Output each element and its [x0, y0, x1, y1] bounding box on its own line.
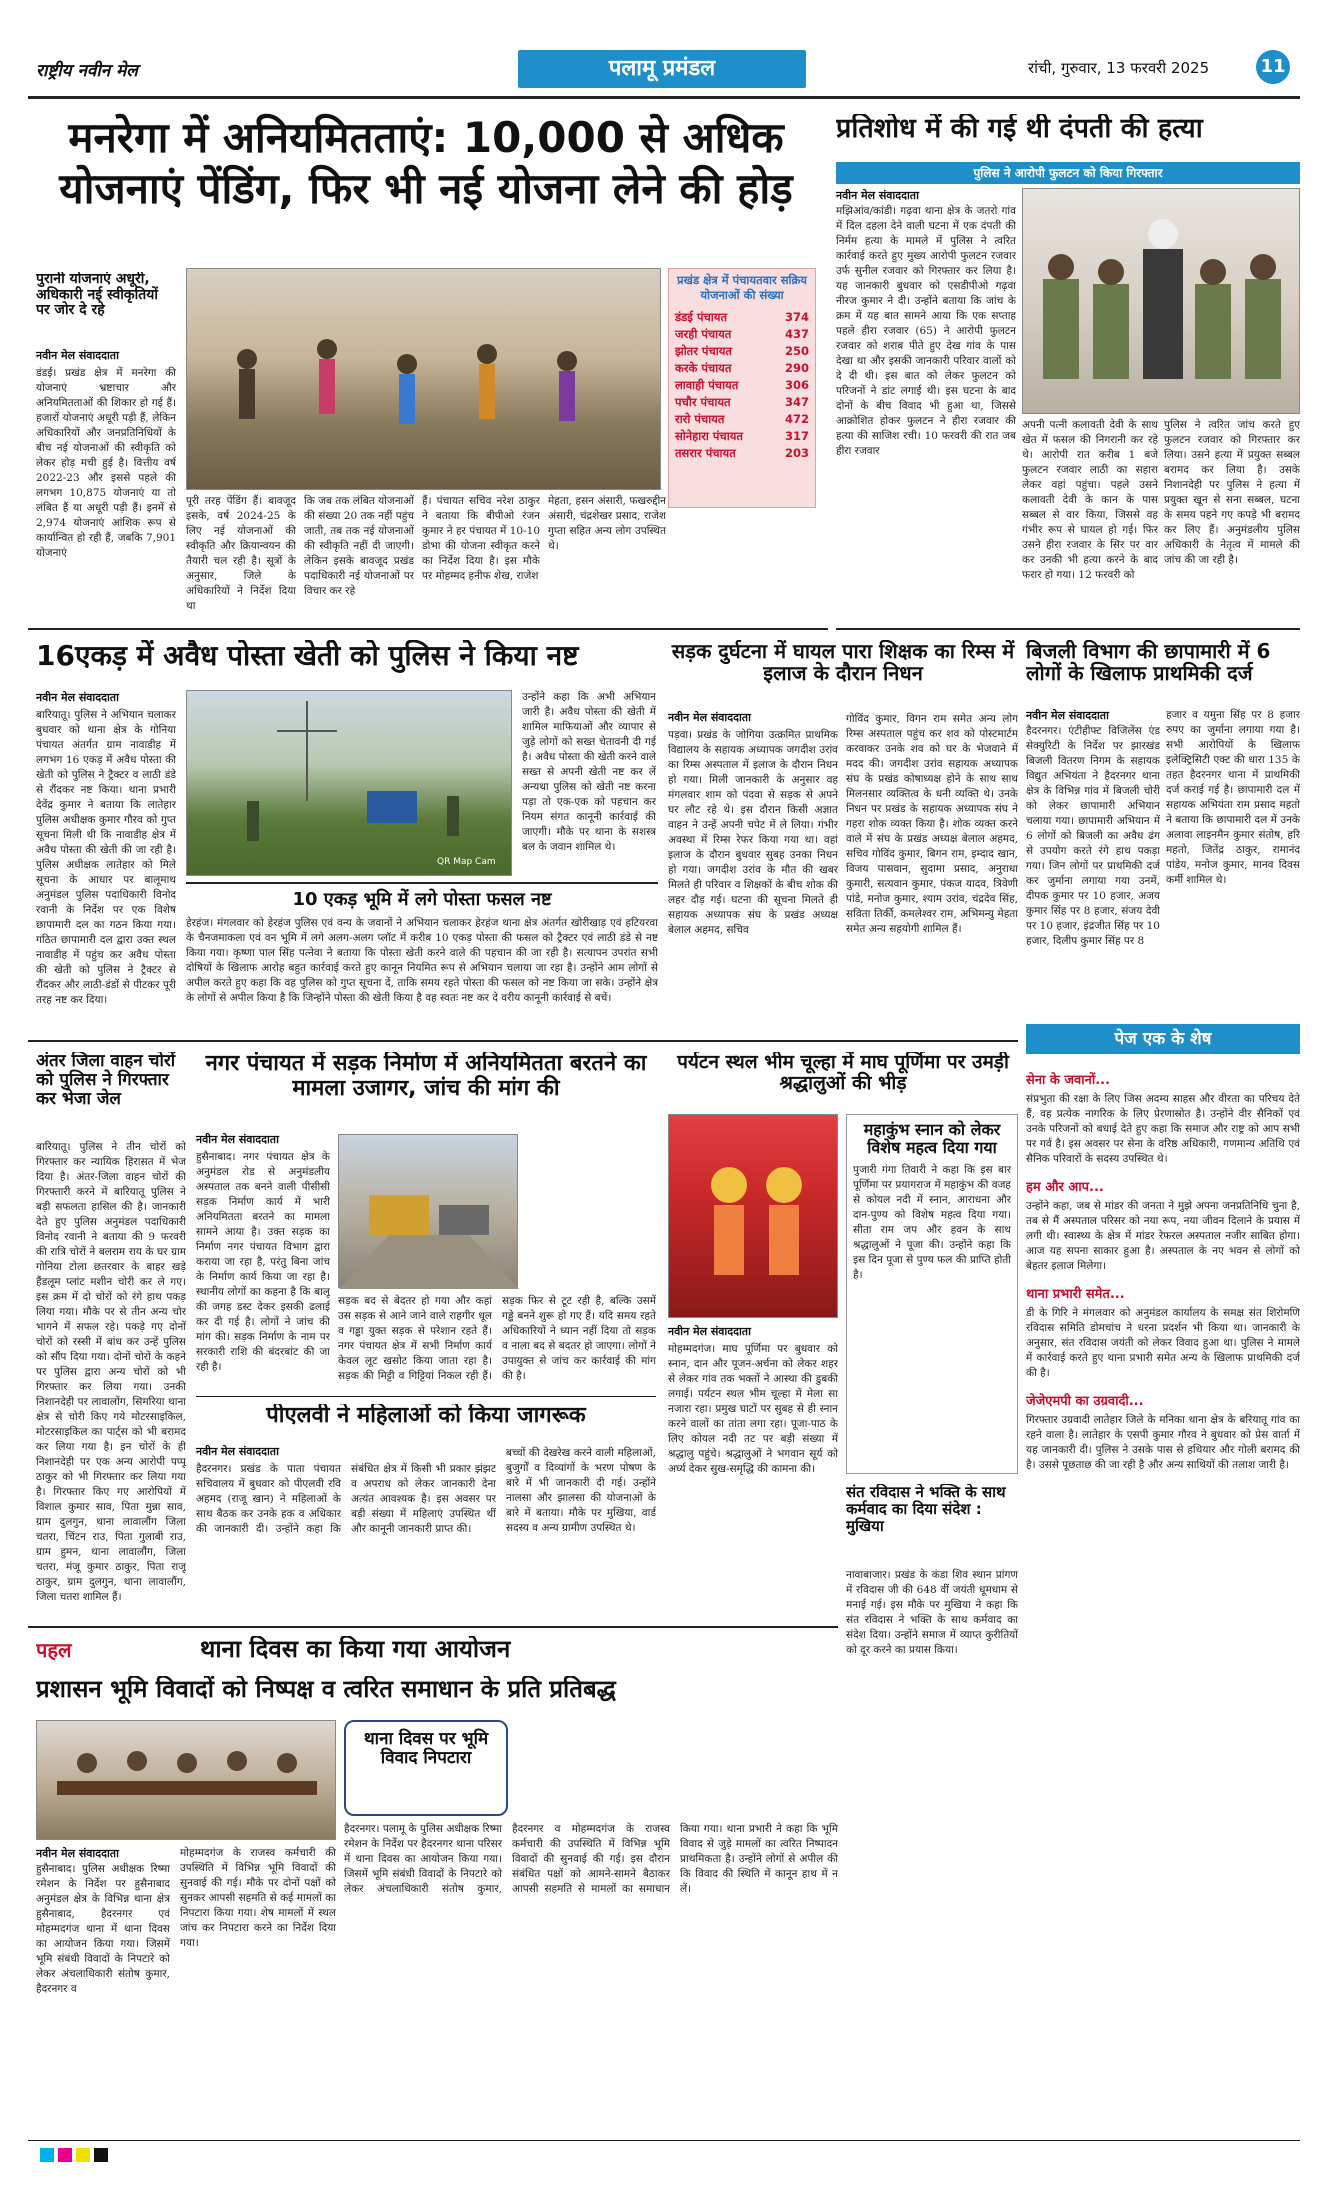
- poppy-byline: नवीन मेल संवाददाता: [36, 691, 119, 704]
- road-bottom-rule: [196, 1396, 656, 1397]
- masthead: [28, 44, 1300, 96]
- electric-body: हैदरनगर। एंटीहीफ्ट विजिलेंस एंड सेक्युरिटी के निर्देश पर झारखंड बिजली वितरण निगम के सहायक विद्युत अभियंता ने हैदरनगर थाना क्षेत्र के विभिन्न गांव में बिजली चोरी को लेकर छापामारी अभियान चलाया गया। छापामारी अभियान में 6 लोगों को बिजली का अवैध ढंग से उपयोग करते रंगे हाथ पकड़ा गया। जिन लोगों पर प्राथमिकी दर्ज कर जुर्माना लगाया गया उनमें, दीपक कुमार पर 10 हजार, अजय कुमार सिंह पर 8 हजार, संजय देवी पर 10 हजार, इंद्रजीत सिंह पर 10 हजार, दिलीप कुमार सिंह पर 8: [1026, 725, 1160, 947]
- page-one-item-title: थाना प्रभारी समेत...: [1026, 1287, 1125, 1302]
- page-one-item-body: उन्होंने कहा, जब से मांडर की जनता ने मुझे अपना जनप्रतिनिधि चुना है, तब से मैं अस्पताल परिसर को नया रूप, नया जीवन दिलाने के प्रयास में लगी थी। स्वास्थ्य के क्षेत्र में मांडर रेफरल अस्पताल नजीर साबित होगा। आज यह सपना साकार हुआ है। अस्पताल के नए भवन से लोगों को बेहतर इलाज मिलेगा।: [1026, 1200, 1300, 1272]
- accident-headline: सड़क दुर्घटना में घायल पारा शिक्षक का रिम्स में इलाज के दौरान निधन: [671, 640, 1015, 686]
- masthead-logo: राष्ट्रीय नवीन मेल: [36, 61, 138, 81]
- lead-body: डंडई। प्रखंड क्षेत्र में मनरेगा की योजनाएं भ्रष्टाचार और अनियमितताओं की शिकार हो गई हैं। हजारों योजनाएं अधूरी पड़ी हैं, लेकिन अधिकारियों और जनप्रतिनिधियों के बीच नई योजनाओं की स्वीकृति को लेकर होड़ मची हुई है। वित्तीय वर्ष 2022-23 और इससे पहले की लगभग 10,875 योजनाएं या तो लंबित हैं या अधूरी पड़ी हैं। इनमें से 2,974 योजनाएं आंशिक रूप से कार्यान्वित हो रही हैं, जबकि 7,901 योजनाएं: [36, 367, 176, 559]
- thana-sub: प्रशासन भूमि विवादों को निष्पक्ष व त्वरित समाधान के प्रति प्रतिबद्ध: [36, 1676, 616, 1703]
- panchayat-value: 437: [784, 327, 809, 341]
- panchayat-name: रारो पंचायत: [675, 412, 725, 426]
- panchayat-row: [675, 326, 809, 343]
- murder-kicker-band: [836, 162, 1300, 184]
- pcpndt-headline: पीएलवी ने महिलाओं को किया जागरूक: [266, 1404, 586, 1428]
- panchayat-value: 317: [784, 429, 809, 443]
- electric-byline: नवीन मेल संवाददाता: [1026, 709, 1109, 722]
- poppy-photo: [186, 690, 512, 876]
- panchayat-value: 347: [784, 395, 809, 409]
- poppy-body: बारियातू। पुलिस ने अभियान चलाकर बुधवार को थाना क्षेत्र के गोनिया पंचायत अंतर्गत ग्राम नावाडीह में लगभग 16 एकड़ में अवैध पोस्ता की खेती को पुलिस ने ट्रैक्टर व लाठी डंडे से रौंदकर नष्ट किया। थाना प्रभारी देवेंद्र कुमार ने बताया कि लातेहार पुलिस अधीक्षक कुमार गौरव को गुप्त सूचना मिली थी कि नावाडीह क्षेत्र में अवैध पोस्ता की खेती की जा रही है। पुलिस अधीक्षक लातेहार को मिले सूचना के आधार पर बालूमाथ अनुमंडल पुलिस पदाधिकारी विनोद रवानी के निर्देश पर एक विशेष छापामारी दल का गठन किया गया। गठित छापामारी दल द्वारा उक्त स्थल नावाडीह में पहुंच कर अवैध पोस्ता की खेती को पुलिस ने ट्रैक्टर से रौंदकर और लाठी-डंडों से पीटकर पूरी तरह नष्ट कर दिया।: [36, 709, 176, 1006]
- photo-tag: QR Map Cam: [437, 857, 496, 867]
- murder-body-3: पुलिस ने त्वरित जांच करते हुए फुलटन रजवार को गिरफ्तार कर लिया। उसने हत्या में प्रयुक्त सब्बल बरामद कर लिया है। उसके निशानदेही पर पुलिस ने हत्या में प्रयुक्त खून से सना सब्बल, घटना के समय पहने गए कपड़े भी बरामद कर लिए हैं। अनुमंडलीय पुलिस अधिकारी के नेतृत्व में मामले की जांच की जा रही है।: [1164, 419, 1300, 566]
- registration-marks: [40, 2148, 1290, 2162]
- vehicle-headline: अंतर जिला वाहन चोरों को पुलिस ने गिरफ्तार कर भेजा जेल: [36, 1052, 176, 1110]
- lead-bottom-rule: [28, 628, 828, 630]
- murder-byline: नवीन मेल संवाददाता: [836, 189, 919, 202]
- murder-body-2: अपनी पत्नी कलावती देवी के साथ खेत में फसल की निगरानी कर रहे थे। आरोपी रात करीब 1 बजे फुलटन रजवार लाठी का सहारा लेकर वहां पहुंचा। पहले उसने कलावती देवी के कान के पास सब्बल से वार किया, जिससे वह गंभीर रूप से घायल हो गई। फिर उसने हीरा रजवार के सिर पर वार कर उनकी भी हत्या करने के बाद फरार हो गया। 12 फरवरी को: [1022, 419, 1158, 581]
- panchayat-value: 306: [784, 378, 809, 392]
- mahakumbh-box: [846, 1114, 1018, 1474]
- ravidas-body: नावाबाजार। प्रखंड के कंडा शिव स्थान प्रांगण में रविदास जी की 648 वीं जयंती धूमधाम से मनाई गई। इस मौके पर मुखिया ने कहा कि संत रविदास ने भक्ति के साथ कर्मवाद का संदेश दिया। उन्होंने समाज में व्याप्त कुरीतियों को दूर करने का प्रयास किया।: [846, 1569, 1018, 1656]
- road-byline: नवीन मेल संवाददाता: [196, 1133, 279, 1146]
- ravidas-headline: संत रविदास ने भक्ति के साथ कर्मवाद का दिया संदेश : मुखिया: [846, 1484, 1006, 1535]
- panchayat-name: पचौर पंचायत: [675, 395, 731, 409]
- accident-byline: नवीन मेल संवाददाता: [668, 711, 751, 724]
- poppy-body-2: उन्होंने कहा कि अभी अभियान जारी है। अवैध पोस्ता की खेती में शामिल माफियाओं और व्यापार से जुड़े लोगों को सख्त चेतावनी दी गई है। अवैध पोस्ता की खेती करने वाले सख्त से अपनी खेती नष्ट कर लें अन्यथा पुलिस को खेती नष्ट करना पड़ा तो एक-एक को पहचान कर नियम संगत कानूनी कार्रवाई की जाएगी। मौके पर थाना के सशस्त्र बल के जवान शामिल थे।: [522, 691, 656, 853]
- thana-photo: [36, 1720, 336, 1840]
- electric-headline: बिजली विभाग की छापामारी में 6 लोगों के खिलाफ प्राथमिकी दर्ज: [1026, 640, 1271, 686]
- pcpndt-body: हैदरनगर। प्रखंड के पाता पंचायत सचिवालय में बुधवार को पीएलवी रवि अहमद (राजू खान) ने महिलाओं के साथ बैठक कर उनके हक व अधिकार की जानकारी दी। उन्होंने कहा कि संबंधित क्षेत्र में किसी भी प्रकार झंझट व अपराध को लेकर जानकारी देना अत्यंत आवश्यक है। इस अवसर पर बड़ी संख्या में महिलाएं उपस्थित थीं और कानूनी जानकारी प्राप्त की।: [196, 1463, 496, 1535]
- deity-illustration: [669, 1115, 839, 1319]
- road-headline: नगर पंचायत में सड़क निर्माण में अनियमितता बरतने का मामला उजागर, जांच की मांग की: [205, 1052, 647, 1101]
- tourism-photo: [668, 1114, 838, 1318]
- field-illustration: [187, 691, 513, 877]
- panchayat-row: [675, 377, 809, 394]
- lead-body-2: पूरी तरह पेंडिंग हैं। बावजूद इसके, वर्ष 2024-25 के लिए नई योजनाओं की स्वीकृति और क्रियान्वयन की तैयारी चल रही है। सूत्रों के अनुसार, जिले के अधिकारियों ने निर्देश दिया था: [186, 495, 296, 612]
- page-one-item-title: हम और आप...: [1026, 1180, 1104, 1195]
- page-one-item-title: सेना के जवानों...: [1026, 1073, 1111, 1088]
- panchayat-name: करके पंचायत: [675, 361, 732, 375]
- panchayat-row: [675, 394, 809, 411]
- panchayat-row: [675, 343, 809, 360]
- page-one-item-body: संप्रभुता की रक्षा के लिए जिस अदम्य साहस और वीरता का परिचय देते हैं, वह प्रत्येक नागरिक के लिए प्रेरणास्रोत है। उन्होंने वीर सैनिकों एवं उनके परिजनों को बधाई देते हुए कहा कि समाज और राष्ट्र को आप सभी पर गर्व है। इस अवसर पर सेना के वरिष्ठ अधिकारी, गणमान्य अतिथि एवं सैनिक परिवारों के सदस्य उपस्थित थे।: [1026, 1093, 1300, 1165]
- panchayat-name: सोनेहारा पंचायत: [675, 429, 743, 443]
- panchayat-name: लावाही पंचायत: [675, 378, 739, 392]
- page-one-list: [1026, 1060, 1300, 2130]
- panchayat-row: [675, 360, 809, 377]
- panchayat-row: [675, 428, 809, 445]
- page-one-item-body: गिरफ्तार उग्रवादी लातेहार जिले के मनिका थाना क्षेत्र के बरियातू गांव का रहने वाला है। लातेहार के एसपी कुमार गौरव ने बुधवार को प्रेस वार्ता में यह जानकारी दी। पुलिस ने उसके पास से हथियार और गोली बरामद की है। उससे पूछताछ की जा रही है और अन्य साथियों की तलाश जारी है।: [1026, 1414, 1300, 1471]
- tourism-body: मोहम्मदगंज। माघ पूर्णिमा पर बुधवार को स्नान, दान और पूजन-अर्चना को लेकर शहर से लेकर गांव तक भक्तों ने आस्था की डुबकी लगाई। पर्यटन स्थल भीम चूल्हा में मेला सा नजारा रहा। प्रमुख घाटों पर सुबह से ही स्नान करने वालों का तांता लगा रहा। पूजा-पाठ के लिए कोयल नदी तट पर बड़ी संख्या में श्रद्धालु पहुंचे। श्रद्धालुओं ने भगवान सूर्य को अर्घ्य देकर सुख-समृद्धि की कामना की।: [668, 1343, 838, 1475]
- thana-box-title: थाना दिवस पर भूमि विवाद निपटारा: [363, 1729, 489, 1769]
- masthead-rule: [28, 96, 1300, 99]
- pcpndt-byline: नवीन मेल संवाददाता: [196, 1445, 279, 1458]
- murder-headline: प्रतिशोध में की गई थी दंपती की हत्या: [836, 114, 1203, 144]
- section-title: पलामू प्रमंडल: [608, 56, 716, 81]
- murder-photo: [1022, 188, 1300, 414]
- poppy-headline: 16एकड़ में अवैध पोस्ता खेती को पुलिस ने किया नष्ट: [36, 640, 579, 672]
- pcpndt-body-2: बच्चों की देखरेख करने वाली महिलाओं, बुजुर्गों व दिव्यांगों के भरण पोषण के बारे में भी जानकारी दी गई। उन्होंने नालसा और झालसा की योजनाओं के बारे में बताया। मौके पर मुखिया, वार्ड सदस्य व अन्य ग्रामीण उपस्थित थे।: [506, 1447, 656, 1534]
- section-banner: [518, 50, 806, 88]
- accident-body: पड़वा। प्रखंड के जोगिया उत्क्रमित प्राथमिक विद्यालय के सहायक अध्यापक जगदीश उरांव का रिम्स अस्पताल में इलाज के दौरान निधन हो गया। मिली जानकारी के अनुसार वह मंगलवार शाम को पंदवा से सड़क से अपने घर लौट रहे थे। इस दौरान किसी अज्ञात वाहन ने उन्हें अपनी चपेट में ले लिया। गंभीर अवस्था में रिम्स रेफर किया गया था। वहां इलाज के दौरान बुधवार सुबह उनका निधन हो गया। जगदीश उरांव के मौत की खबर मिलते ही परिवार व शिक्षकों के बीच शोक की लहर दौड़ गई। घटना की सूचना मिलते ही सहायक अध्यापक संघ के प्रखंड अध्यक्ष बेलाल अहमद, सचिव: [668, 729, 838, 936]
- page-one-item-body: डी के गिरि ने मंगलवार को अनुमंडल कार्यालय के समक्ष संत शिरोमणि रविदास समिति डोमचांच ने धरना प्रदर्शन भी किया था। जानकारी के अनुसार, संत रविदास जयंती को लेकर विवाद हुआ था। पुलिस ने मामले में कार्रवाई करते हुए थाना प्रभारी समेत अन्य के खिलाफ प्राथमिकी दर्ज की है।: [1026, 1307, 1300, 1379]
- panchayat-list: [669, 307, 815, 464]
- page-one-item-title: जेजेएमपी का उग्रवादी...: [1026, 1394, 1144, 1409]
- mahakumbh-body: पुजारी गंगा तिवारी ने कहा कि इस बार पूर्णिमा पर प्रयागराज में महाकुंभ की वजह से कोयल नदी में स्नान, आराधना और दान-पुण्य को विशेष महत्व दिया गया। सीता राम जप और हवन के साथ श्रद्धालुओं ने पूजा की। उन्होंने कहा कि इस दिन पूजा से पुण्य फल की प्राप्ति होती है।: [853, 1163, 1011, 1281]
- panchayat-row: [675, 411, 809, 428]
- panchayat-name: जरही पंचायत: [675, 327, 732, 341]
- thana-label-wrap: [36, 1636, 156, 1666]
- lead-byline: नवीन मेल संवाददाता: [36, 349, 119, 362]
- mahakumbh-headline: महाकुंभ स्नान को लेकर विशेष महत्व दिया गया: [863, 1120, 1001, 1157]
- page-one-banner: [1026, 1024, 1300, 1054]
- lead-body-4: हैं। पंचायत सचिव नरेश ठाकुर ने बताया कि बीपीओ रंजन कुमार ने हर पंचायत में 10-10 डोभा की योजना स्वीकृत करने का निर्देश दिया है। इस मौके पर मोहम्मद हनीफ शेख, राजेश: [422, 495, 540, 582]
- thana-box: [344, 1720, 508, 1816]
- panchayat-row: [675, 445, 809, 462]
- thana-body-3-top: [516, 1720, 838, 1816]
- panchayat-name: तसरार पंचायत: [675, 446, 736, 460]
- lead-body-5: मेहता, हसन अंसारी, फखरुद्दीन अंसारी, चंद्रशेखर प्रसाद, राजेश गुप्ता सहित अन्य लोग उपस्थित थे।: [548, 495, 666, 552]
- road-body-2: सड़क बद से बेदतर हो गया और कहां उस सड़क से आने जाने वाले राहगीर धूल व गड्ढा युक्त सड़क से परेशान रहते हैं। नगर पंचायत क्षेत्र में सभी निर्माण कार्य केवल लूट खसोट किया जाता रहा है। सड़क की मिट्टी व गिट्टियां निकल रही हैं। सड़क फिर से टूट रही है, बल्कि उसमें गड्ढे बनने शुरू हो गए हैं। यदि समय रहते अधिकारियों ने ध्यान नहीं दिया तो सड़क व नाला बद से बदतर हो जाएगा। लोगों ने उपायुक्त से जांच कर कार्रवाई की मांग की है।: [338, 1295, 656, 1382]
- lead-headline: मनरेगा में अनियमितताएं: 10,000 से अधिक योजनाएं पेंडिंग, फिर भी नई योजना लेने की होड़: [59, 113, 793, 214]
- panchayat-box: [668, 268, 816, 508]
- police-group-illustration: [1023, 189, 1301, 415]
- mid-rule: [28, 1040, 1018, 1042]
- panchayat-box-title: प्रखंड क्षेत्र में पंचायतवार सक्रिय योजनाओं की संख्या: [677, 273, 807, 302]
- meeting-illustration: [37, 1721, 337, 1841]
- poppy-sub-body: हेरहंज। मंगलवार को हेरहंज पुलिस एवं वन्य के जवानों ने अभियान चलाकर हेरहंज थाना क्षेत्र अंतर्गत खोरीखाड़ एवं हटियरवा के चैनजमाकला एवं वन भूमि में लगे अलग-अलग प्लॉट में करीब 10 एकड़ पोस्ता की फसल को ट्रैक्टर एवं लाठी डंडे से नष्ट किया गया। कृष्णा पाल सिंह पत्नेवा ने बताया कि पोस्ता खेती करने वाले की पहचान की जा रही है। सत्यापन उपरांत सभी दोषियों के खिलाफ आरोह बहुत कार्रवाई करते हुए कानून नियमित रूप से अभियान चलाया जा रहा है। उन्होंने आम लोगों से अपील करते हुए कहा कि वह पुलिस को गुप्त सूचना दें, ताकि समय रहते पोस्ता की फसल को नष्ट किया जा सके। उन्होंने क्षेत्र के लोगों से अपील किया है कि जिन्होंने पोस्ता की खेती किया है वह स्वतः नष्ट कर दे वरीय कानूनी कार्रवाई से बचें।: [186, 917, 658, 1005]
- panchayat-value: 374: [784, 310, 809, 324]
- lower-rule: [28, 1626, 838, 1628]
- lead-body-3: कि जब तक लंबित योजनाओं की संख्या 20 तक नहीं पहुंच जाती, तब तक नई योजनाओं की स्वीकृति नहीं दी जाएगी। लेकिन इसके बावजूद प्रखंड पदाधिकारी नई योजनाओं पर विचार कर रहे: [304, 495, 414, 597]
- thana-body-2: मोहम्मदगंज के राजस्व कर्मचारी की उपस्थिति में विभिन्न भूमि विवादों की सुनवाई की गई। मौके पर दोनों पक्षों को सुनकर आपसी सहमति से कई मामलों का निपटारा किया गया। शेष मामलों में स्थल जांच कर निपटारा करने का निर्देश दिया गया।: [180, 1847, 336, 1949]
- lead-photo: [186, 268, 661, 490]
- road-photo: [338, 1134, 518, 1288]
- lead-kicker: पुरानी योजनाएं अधूरी, अधिकारी नई स्वीकृतियों पर जोर दे रहे: [36, 272, 159, 319]
- murder-kicker: पुलिस ने आरोपी फुलटन को किया गिरफ्तार: [973, 166, 1163, 180]
- page-one-label: पेज एक के शेष: [1114, 1029, 1212, 1049]
- accident-body-2: गोविंद कुमार, विगन राम समेत अन्य लोग रिम्स अस्पताल पहुंच कर शव को पोस्टमार्टम करवाकर उनके शव को घर के भेजवाने में मदद की। जगदीश उरांव सहायक अध्यापक संघ के प्रखंड कोषाध्यक्ष होने के साथ साथ मिलनसार व्यक्तित्व के धनी व्यक्ति थे। उनके निधन पर प्रखंड के सहायक अध्यापक संघ ने गहरा शोक व्यक्त किया है। शोक व्यक्त करने वाले में संघ के प्रखंड अध्यक्ष बेलाल अहमद, सचिव गोविंद कुमार, बिगन राम, इम्दाद खान, विजय पासवान, सुदामा प्रसाद, अनुराधा कुमारी, सत्यवान कुमार, पंकज यादव, त्रिवेणी पांडे, मनोज कुमार, श्याम उरांव, चंद्रदेव सिंह, सविता तिर्की, कमलेश्वर राम, अभिमन्यु मेहता समेत अन्य सहयोगी शामिल हैं।: [846, 713, 1018, 935]
- issue-date: रांची, गुरुवार, 13 फरवरी 2025: [1028, 59, 1210, 77]
- panchayat-name: झोतर पंचायत: [675, 344, 732, 358]
- thana-body-3: हैदरनगर। पलामू के पुलिस अधीक्षक रिष्मा रमेशन के निर्देश पर हैदरनगर थाना परिसर में थाना दिवस का आयोजन किया गया। जिसमें भूमि संबंधी विवादों के निपटारे को लेकर अंचलाधिकारी संतोष कुमार, हैदरनगर व मोहम्मदगंज के राजस्व कर्मचारी की उपस्थिति में विभिन्न भूमि विवादों की सुनवाई की गई। इस दौरान संबंधित पक्षों को आमने-सामने बैठाकर आपसी सहमति से मामलों का समाधान किया गया। थाना प्रभारी ने कहा कि भूमि विवाद से जुड़े मामलों का त्वरित निष्पादन प्राथमिकता है। उन्होंने लोगों से अपील की कि विवाद की स्थिति में कानून हाथ में न लें।: [344, 1823, 838, 1895]
- panchayat-value: 290: [784, 361, 809, 375]
- vehicle-body: बारियातू। पुलिस ने तीन चोरों को गिरफ्तार कर न्यायिक हिरासत में भेज दिया है। अंतर-जिला वाहन चोरों की गिरफ्तारी करने में बारियातू पुलिस ने बड़ी सफलता हासिल की है। जानकारी देते हुए पुलिस अनुमंडल पदाधिकारी विनोद रवानी ने बताया की 9 फरवरी की रात्रि चोरों ने बलराम राय के घर ग्राम गोनिया टोला छतरवार के बाहर खड़े हैंडलूम प्लांट मशीन चोरी कर ले गए। इस क्रम में दो चोरों को रंगे हाथ पकड़ लिया गया। मौके पर से तीन अन्य चोर भागने में सफल रहे। पकड़े गए दोनों चोरों को रस्सी में बांध कर उन्हें पुलिस को सौंप दिया गया। दोनों चोरों के कहने पर पुलिस द्वारा अन्य चोरों को भी गिरफ्तार कर लिया गया। उनकी निशानदेही पर लावालोंग, सिमरिया थाना क्षेत्र से चोरी किए गये मोटरसाइकिल, मोटरसाइकिल का पार्ट्स को भी बरामद कर लिया गया है। इन चोरों के ही निशानदेही पर एक अन्य आरोपी पप्पू ठाकुर को भी गिरफ्तार कर लिया गया है। गिरफ्तार किए गए आरोपियों में विशाल कुमार साव, पिता मुन्ना साव, ग्राम दुलगुन, थाना लावालौंग जिला चतरा, चिंटन राउ, पिता गुलाबी राउ, ग्राम हुमन, थाना लावालौंग, जिला चतरा, मंजू कुमार ठाकुर, पिता राजू ठाकुर, ग्राम दुलगुन, थाना लावालौंग, जिला चतरा शामिल हैं।: [36, 1141, 186, 1603]
- tourism-byline: नवीन मेल संवाददाता: [668, 1325, 751, 1338]
- panchayat-row: [675, 309, 809, 326]
- road-illustration: [339, 1135, 519, 1289]
- thana-label: पहल: [36, 1638, 72, 1662]
- poppy-sub-box: [186, 882, 658, 1032]
- electric-body-2: हजार व यमुना सिंह पर 8 हजार रुपए का जुर्माना लगाया गया है। सभी आरोपियों के खिलाफ इलेक्ट्रिसिटी एक्ट की धारा 135 के तहत हैदरनगर थाना में प्राथमिकी दर्ज कराई गई है। छापामारी दल में सहायक अभियंता राम प्रसाद महतो ने बताया कि छापामारी दल में उनके अलावा लाइनमैन कुमार संतोष, हरि महतो, जितेंद्र ठाकुर, रामानंद पांडेय, मनोज कुमार, मानव दिवस कर्मी शामिल थे।: [1166, 709, 1300, 886]
- panchayat-value: 472: [784, 412, 809, 426]
- panchayat-name: डंडई पंचायत: [675, 310, 727, 324]
- thana-body: हुसैनाबाद। पुलिस अधीक्षक रिष्मा रमेशन के निर्देश पर हुसैनाबाद अनुमंडल क्षेत्र के विभिन्न थाना क्षेत्र हुसैनाबाद, हैदरनगर एवं मोहम्मदगंज थाना में थाना दिवस का आयोजन किया गया। जिसमें भूमि संबंधी विवादों के निपटारे को लेकर अंचलाधिकारी संतोष कुमार, हैदरनगर व: [36, 1863, 170, 1995]
- thana-headline: थाना दिवस का किया गया आयोजन: [200, 1636, 511, 1663]
- tourism-headline: पर्यटन स्थल भीम चूल्हा में माघ पूर्णिमा पर उमड़ी श्रद्धालुओं की भीड़: [677, 1052, 1009, 1095]
- poppy-sub-headline: 10 एकड़ भूमि में लगे पोस्ता फसल नष्ट: [292, 889, 552, 910]
- right-top-rule: [836, 628, 1300, 630]
- road-body: हुसैनाबाद। नगर पंचायत क्षेत्र के अनुमंडल रोड से अनुमंडलीय अस्पताल तक बनने वाली पीसीसी सड़क निर्माण कार्य में भारी अनियमितता बरतने का मामला सामने आया है। उक्त सड़क का निर्माण नगर पंचायत विभाग द्वारा कराया जा रहा है, परंतु बिना जांच के निर्माण कार्य किया जा रहा है। स्थानीय लोगों का कहना है कि बालू की जगह डस्ट देकर इसकी ढलाई कर दी गई है। लोगों ने जांच की मांग की। सड़क निर्माण के नाम पर सरकारी राशि की बंदरबांट की जा रही है।: [196, 1151, 330, 1373]
- thana-byline: नवीन मेल संवाददाता: [36, 1847, 119, 1860]
- panchayat-value: 250: [784, 344, 809, 358]
- workers-illustration: [187, 269, 662, 491]
- panchayat-value: 203: [784, 446, 809, 460]
- murder-body: मझिआंव/कांडी। गढ़वा थाना क्षेत्र के जतरो गांव में दिल दहला देने वाली घटना में एक दंपती की निर्मम हत्या के मामले में पुलिस ने त्वरित कार्रवाई करते हुए मुख्य आरोपी फुलटन रजवार उर्फ सुनील रजवार को गिरफ्तार कर लिया है। यह जानकारी बुधवार को एसडीपीओ गढ़वा नीरज कुमार ने दी। उन्होंने बताया कि जांच के क्रम में यह बात सामने आया कि एक सप्ताह पहले हीरा रजवार (65) ने आरोपी फुलटन रजवार को शराब पीते हुए देख गांव के पास देखा था और इसकी जानकारी परिवार वालों को दे दी थी। इस बात को लेकर फुलटन को परिजनों ने डांट लगाई थी। इस घटना के बाद दोनों के बीच विवाद भी हुआ था, जिससे आक्रोशित होकर फुलटन ने हीरा रजवार की हत्या की साजिश रची। 10 फरवरी की रात जब हीरा रजवार: [836, 205, 1016, 457]
- page-number: 11: [1256, 50, 1290, 84]
